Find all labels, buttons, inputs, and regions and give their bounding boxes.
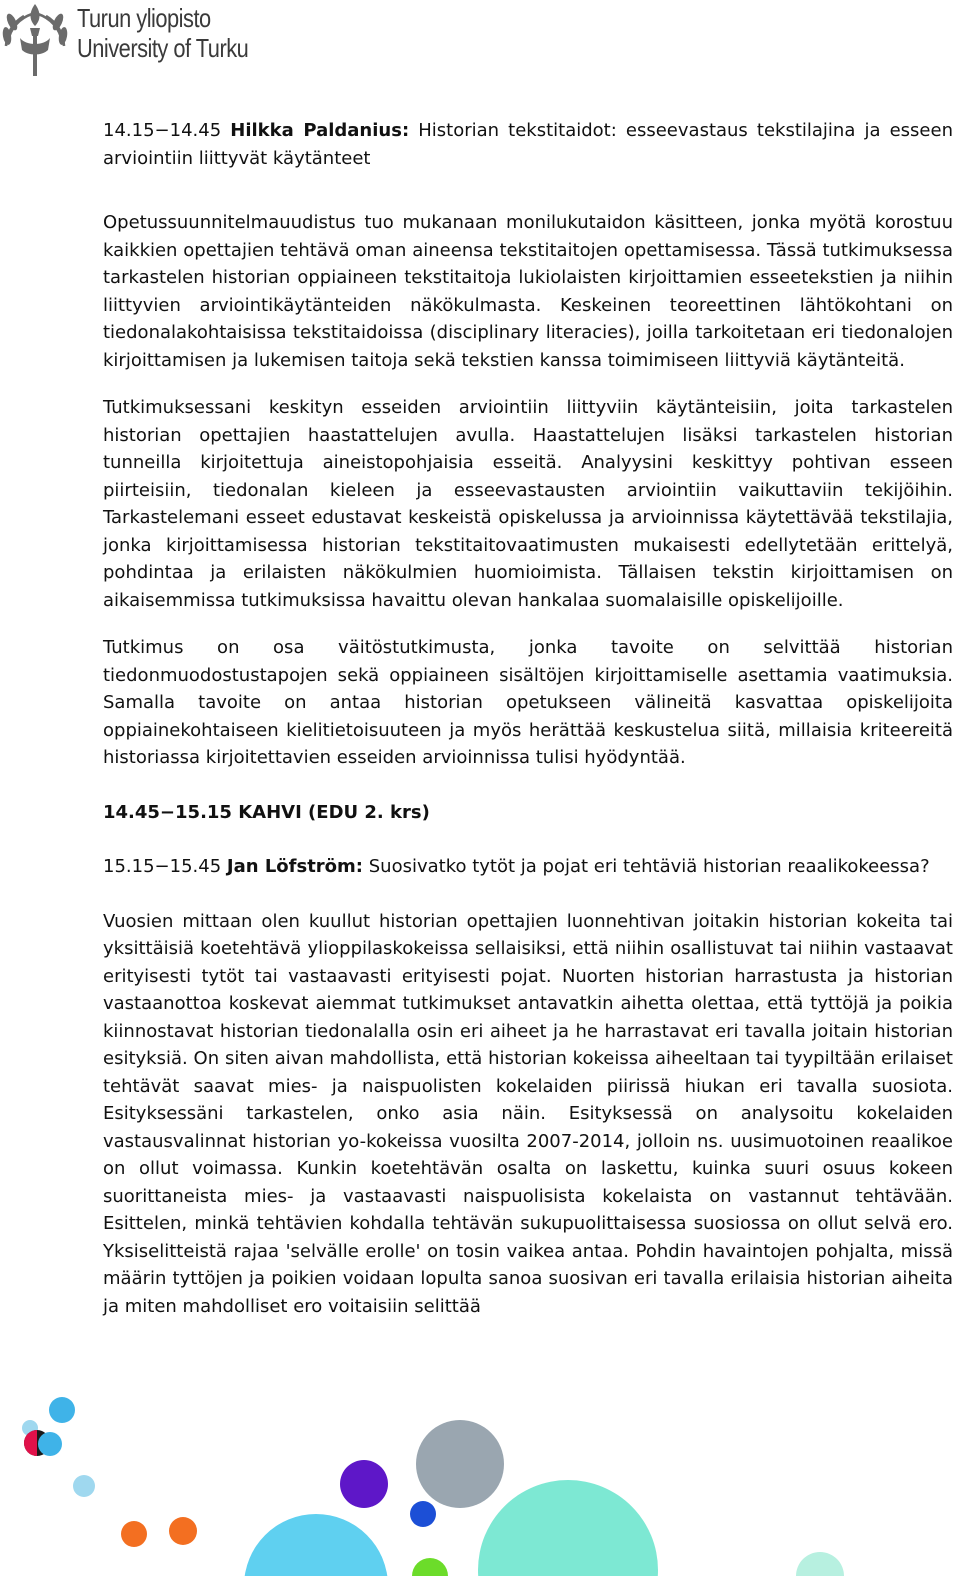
decorative-circle [121,1521,147,1547]
session1-speaker: Hilkka Paldanius: [230,120,410,141]
document-body [103,117,953,1320]
decorative-circle [169,1517,197,1545]
torch-laurel-emblem-icon [2,2,68,78]
decorative-circle [410,1501,436,1527]
logo-text-english: University of Turku [77,33,249,63]
decorative-circle [340,1460,388,1508]
session2-title: Suosivatko tytöt ja pojat eri tehtäviä historian reaalikokeessa? [368,856,930,877]
session1-title: Historian tekstitaidot: esseevastaus tekstilajina ja esseen arviointiin liittyvät käytänteet [103,120,953,169]
session1-heading [103,117,953,172]
session1-paragraph: Tutkimus on osa väitöstutkimusta, jonka tavoite on selvittää historian tiedonmuodostustapojen sekä oppiaineen sisältöjen kirjoittamiselle asettamia vaatimuksia. Samalla tavoite on antaa historian opetukseen välineitä kasvattaa opiskelijoita oppiainekohtaiseen kielitietoisuuteen ja myös herättää keskustelua siitä, millaisia kriteereitä historiassa kirjoitettavien esseiden arvioinnissa tulisi hyödyntää. [103,637,953,768]
session1-time: 14.15−14.45 [103,120,222,141]
session2-time: 15.15−15.45 [103,856,222,877]
coffee-break: 14.45−15.15 KAHVI (EDU 2. krs) [103,801,430,823]
logo-text-finnish: Turun yliopisto [77,3,211,33]
decorative-circles [0,1380,960,1576]
decorative-circle [796,1552,844,1576]
session1-paragraph: Opetussuunnitelmauudistus tuo mukanaan monilukutaidon käsitteen, jonka myötä korostuu kaikkien opettajien tehtävä oman aineensa tekstitaitojen opettamisessa. Tässä tutkimuksessa tarkastelen historian oppiaineen tekstitaitoja lukiolaisten kirjoittamien esseetekstien ja niihin liittyvien arviointikäytänteiden näkökulmasta. Keskeinen teoreettinen lähtökohtani on tiedonalakohtaisissa tekstitaidoissa (disciplinary literacies), joilla tarkoitetaan eri tiedonalojen kirjoittamisen ja lukemisen taitoja sekä tekstien kanssa toimimiseen liittyviä käytänteitä. [103,212,953,371]
session2-heading [103,853,953,881]
decorative-circle [244,1514,388,1576]
decorative-circle [412,1558,448,1576]
decorative-circle [38,1432,62,1456]
decorative-circle [416,1420,504,1508]
decorative-circle [73,1475,95,1497]
session1-paragraph: Tutkimuksessani keskityn esseiden arviointiin liittyviin käytänteisiin, joita tarkastelen historian opettajien haastattelujen avulla. Haastattelujen lisäksi tarkastelen historian tunneilla kirjoitettuja aineistopohjaisia esseitä. Analyysini keskittyy pohtivan esseen piirteisiin, tiedonalan kieleen ja esseevastausten arviointiin vaikuttaviin tekijöihin. Tarkastelemani esseet edustavat keskeistä opiskelussa ja arvioinnissa käytettävää tekstilajia, jonka kirjoittamisessa historian tekstitaitovaatimusten mukaisesti edellytetään erittelyä, pohdintaa ja erilaisten näkökulmien huomioimista. Tällaisen tekstin kirjoittamisen on aikaisemmissa tutkimuksissa havaittu olevan hankalaa suomalaisille opiskelijoille. [103,397,953,611]
university-logo [0,0,270,80]
decorative-circle [478,1480,658,1576]
session2-speaker: Jan Löfström: [226,856,363,877]
session2-paragraph: Vuosien mittaan olen kuullut historian opettajien luonnehtivan joitakin historian kokeita tai yksittäisiä koetehtävä ylioppilaskokeissa sellaisiksi, että niihin osallistuvat tai niihin vastaavat erityisesti tytöt tai vastaavasti erityisesti pojat. Nuorten historian harrastusta ja historian vastaanottoa koskevat aiemmat tutkimukset antavatkin aihetta olettaa, että tyttöjä ja poikia kiinnostavat historian tiedonalalla osin eri aiheet ja he harrastavat eri tavalla joitain historian esityksiä. On siten aivan mahdollista, että historian kokeissa aiheeltaan tai tyypiltään erilaiset tehtävät saavat mies- ja naispuolisten kokelaiden piirissä hiukan eri tavalla suosiota. Esityksessäni tarkastelen, onko asia näin. Esityksessä on analysoitu kokelaiden vastausvalinnat historian yo-kokeissa vuosilta 2007-2014, jolloin ns. uusimuotoinen reaalikoe on ollut voimassa. Kunkin koetehtävän osalta on laskettu, kuinka suuri osuus kokeen suorittaneista mies- ja vastaavasti naispuolisista kokelaista on vastannut tehtävään. Esittelen, minkä tehtävien kohdalla tehtävän sukupuolittaisessa suosiossa on ollut selvä ero. Yksiselitteistä rajaa 'selvälle erolle' on tosin vaikea antaa. Pohdin havaintojen pohjalta, missä määrin tyttöjen ja poikien voidaan lopulta sanoa suosivan eri tavalla erilaisia historian aiheita ja miten mahdolliset ero voitaisiin selittää [103,910,953,1317]
decorative-circle [49,1397,75,1423]
